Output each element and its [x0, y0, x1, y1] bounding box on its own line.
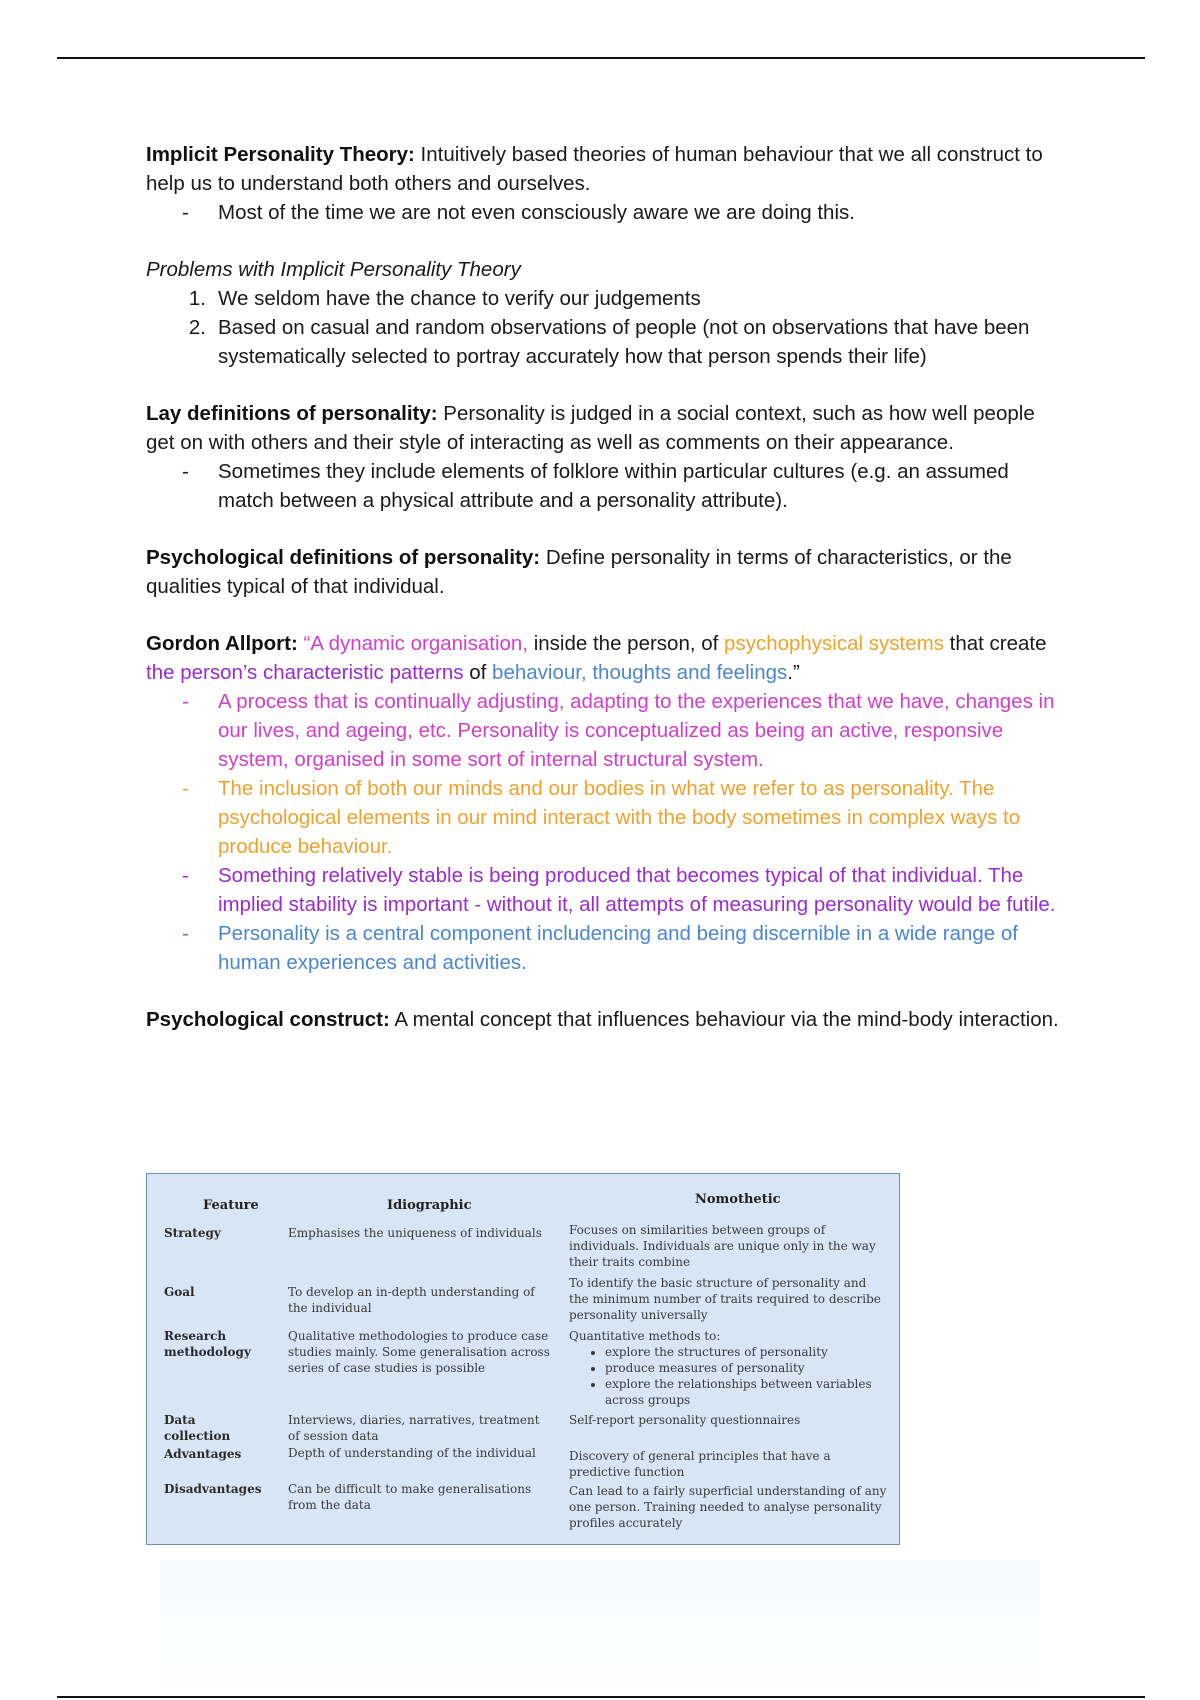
psych-term: Psychological definitions of personality:	[146, 546, 541, 569]
problem-text: We seldom have the chance to verify our judgements	[218, 287, 701, 310]
row-label: Disadvantages	[164, 1482, 262, 1496]
row-label: Data collection	[164, 1413, 231, 1443]
ipt-definition: Intuitively based theories of human behaviour that we all construct to help us to understand both others and ourselves.	[146, 143, 1043, 195]
allport-bullet: The inclusion of both our minds and our bodies in what we refer to as personality. The psychological elements in our mind interact with the body sometimes in complex ways to produce behaviour.	[218, 777, 1021, 858]
psych-definition: Define personality in terms of characteristics, or the qualities typical of that individual.	[146, 546, 1012, 598]
list-number: 2.	[188, 316, 206, 339]
nomothetic-cell: Discovery of general principles that have a predictive function	[569, 1449, 831, 1479]
lay-bullet: Sometimes they include elements of folklore within particular cultures (e.g. an assumed match between a physical attribute and a personality attribute).	[218, 460, 1009, 512]
construct-definition: A mental concept that influences behaviour via the mind-body interaction.	[394, 1008, 1059, 1031]
idiographic-cell: Interviews, diaries, narratives, treatment of session data	[288, 1413, 540, 1443]
lay-term: Lay definitions of personality:	[146, 402, 438, 425]
faded-region	[160, 1560, 1040, 1690]
problem-text: Based on casual and random observations of people (not on observations that have been systematically selected to portray accurately how that person spends their life)	[218, 316, 1030, 368]
construct-paragraph	[146, 1005, 1066, 1034]
methods-list	[569, 1344, 887, 1408]
list-item	[146, 687, 1066, 774]
allport-bullet: Something relatively stable is being produced that becomes typical of that individual. The implied stability is important - without it, all attempts of measuring personality would be futile.	[218, 864, 1056, 916]
list-item	[146, 861, 1066, 919]
allport-term: Gordon Allport:	[146, 632, 298, 655]
allport-quote-part: “A dynamic organisation,	[303, 632, 529, 655]
row-label: Research methodology	[164, 1329, 251, 1359]
ipt-bullet: Most of the time we are not even consciously aware we are doing this.	[218, 201, 855, 224]
idiographic-cell: Can be difficult to make generalisations from the data	[288, 1482, 532, 1512]
row-label: Goal	[164, 1285, 195, 1299]
list-item	[146, 919, 1066, 977]
allport-text-part: .”	[787, 661, 800, 684]
bullet-dash: -	[182, 201, 189, 224]
allport-bullet: Personality is a central component includencing and being discernible in a wide range of human experiences and activities.	[218, 922, 1018, 974]
nomothetic-cell: To identify the basic structure of personality and the minimum number of traits required to describe personality universally	[569, 1276, 881, 1322]
nomothetic-cell	[569, 1328, 887, 1408]
ipt-term: Implicit Personality Theory:	[146, 143, 415, 166]
idiographic-cell: To develop an in-depth understanding of the individual	[288, 1285, 535, 1315]
list-item	[146, 774, 1066, 861]
idiographic-cell: Depth of understanding of the individual	[288, 1446, 536, 1460]
nomothetic-methods-intro: Quantitative methods to:	[569, 1329, 721, 1343]
allport-paragraph	[146, 629, 1066, 687]
bullet-dash: -	[182, 460, 189, 483]
row-label: Advantages	[164, 1447, 242, 1461]
ipt-paragraph	[146, 140, 1066, 198]
allport-text-part: inside the person, of	[533, 632, 719, 655]
nomothetic-cell: Focuses on similarities between groups of individuals. Individuals are unique only in the way their traits combine	[569, 1223, 876, 1269]
allport-quote-part: psychophysical systems	[724, 632, 944, 655]
bottom-rule	[57, 1696, 1145, 1698]
table-header-nomothetic: Nomothetic	[695, 1192, 781, 1207]
idiographic-cell: Emphasises the uniqueness of individuals	[288, 1226, 542, 1240]
list-item: • explore the relationships between variables across groups	[605, 1376, 887, 1408]
document-body	[146, 140, 1066, 1034]
allport-quote-part: the person’s characteristic patterns	[146, 661, 464, 684]
bullet-dash: -	[182, 922, 189, 945]
nomothetic-cell: Can lead to a fairly superficial understanding of any one person. Training needed to analyse personality profiles accurately	[569, 1484, 887, 1530]
allport-text-part: of	[469, 661, 487, 684]
list-item	[146, 313, 1066, 371]
idiographic-cell: Qualitative methodologies to produce case studies mainly. Some generalisation across series of case studies is possible	[288, 1329, 550, 1375]
bullet-dash: -	[182, 690, 189, 713]
row-label: Strategy	[164, 1226, 221, 1240]
problems-heading: Problems with Implicit Personality Theory	[146, 258, 521, 281]
list-item: • explore the structures of personality	[605, 1344, 887, 1360]
list-item	[146, 457, 1066, 515]
construct-term: Psychological construct:	[146, 1008, 390, 1031]
list-item: • produce measures of personality	[605, 1360, 887, 1376]
list-item	[146, 198, 1066, 227]
table-header-idiographic: Idiographic	[387, 1198, 472, 1213]
nomothetic-cell: Self-report personality questionnaires	[569, 1413, 801, 1427]
comparison-table	[146, 1173, 900, 1545]
allport-bullet: A process that is continually adjusting, adapting to the experiences that we have, changes in our lives, and ageing, etc. Personality is conceptualized as being an active, responsive system, organised in some sort of internal structural system.	[218, 690, 1055, 771]
psych-paragraph	[146, 543, 1066, 601]
top-rule	[57, 57, 1145, 59]
list-item	[146, 284, 1066, 313]
table-header-feature: Feature	[203, 1198, 259, 1213]
lay-definition: Personality is judged in a social context, such as how well people get on with others and their style of interacting as well as comments on their appearance.	[146, 402, 1035, 454]
allport-text-part: that create	[949, 632, 1047, 655]
allport-quote-part: behaviour, thoughts and feelings	[492, 661, 788, 684]
bullet-dash: -	[182, 864, 189, 887]
lay-paragraph	[146, 399, 1066, 457]
bullet-dash: -	[182, 777, 189, 800]
list-number: 1.	[188, 287, 206, 310]
